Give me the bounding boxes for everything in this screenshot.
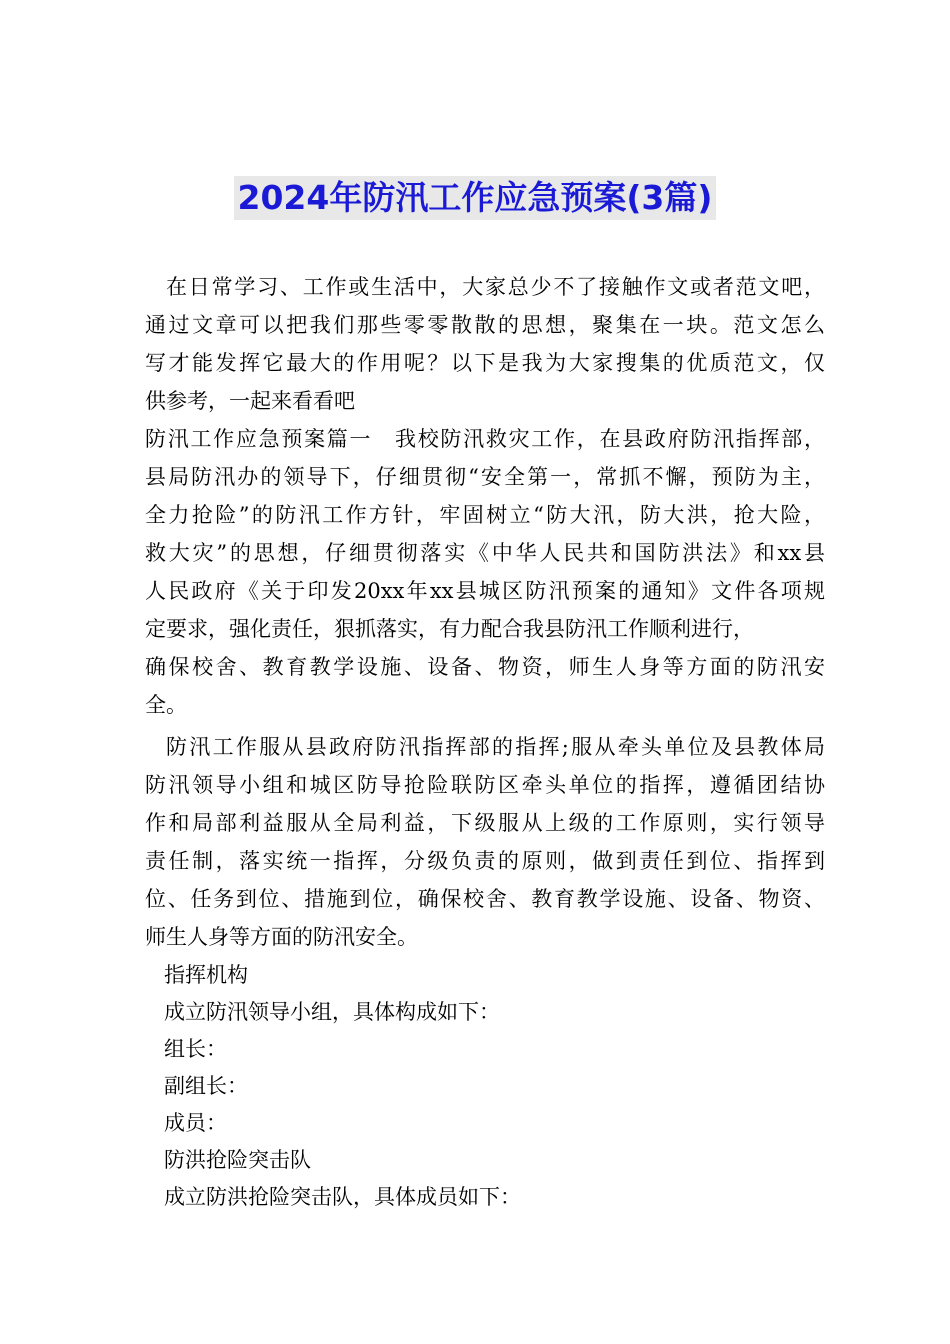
paragraph-line: 救大灾”的思想，仔细贯彻落实《中华人民共和国防洪法》和xx县 bbox=[145, 541, 825, 565]
paragraph-line: 人民政府《关于印发20xx年xx县城区防汛预案的通知》文件各项规 bbox=[145, 579, 825, 603]
list-item: 成立防汛领导小组，具体构成如下： bbox=[164, 1000, 500, 1024]
document-title: 2024年防汛工作应急预案(3篇) bbox=[234, 176, 717, 220]
document-body bbox=[145, 268, 825, 1215]
paragraph-line: 全力抢险”的防汛工作方针，牢固树立“防大汛，防大洪，抢大险， bbox=[145, 503, 825, 527]
paragraph-line: 全。 bbox=[145, 693, 187, 717]
paragraph-line: 通过文章可以把我们那些零零散散的思想，聚集在一块。范文怎么 bbox=[145, 313, 825, 337]
paragraph-line: 防汛工作应急预案篇一 我校防汛救灾工作，在县政府防汛指挥部， bbox=[145, 427, 825, 451]
paragraph-line: 写才能发挥它最大的作用呢？以下是我为大家搜集的优质范文，仅 bbox=[145, 351, 825, 375]
paragraph-line: 责任制，落实统一指挥，分级负责的原则，做到责任到位、指挥到 bbox=[145, 849, 825, 873]
paragraph-line: 确保校舍、教育教学设施、设备、物资，师生人身等方面的防汛安 bbox=[145, 655, 825, 679]
paragraph-line: 师生人身等方面的防汛安全。 bbox=[145, 925, 418, 949]
list-item: 副组长： bbox=[164, 1074, 248, 1098]
list-item: 成员： bbox=[164, 1111, 227, 1135]
paragraph-line: 定要求，强化责任，狠抓落实，有力配合我县防汛工作顺利进行， bbox=[145, 617, 754, 641]
section-one-paragraph bbox=[145, 420, 825, 724]
paragraph-line: 在日常学习、工作或生活中，大家总少不了接触作文或者范文吧， bbox=[166, 275, 825, 299]
paragraph-line: 作和局部利益服从全局利益，下级服从上级的工作原则，实行领导 bbox=[145, 811, 825, 835]
paragraph-line: 县局防汛办的领导下，仔细贯彻“安全第一，常抓不懈，预防为主， bbox=[145, 465, 825, 489]
section-two-paragraph bbox=[145, 728, 825, 956]
intro-paragraph bbox=[145, 268, 825, 420]
paragraph-line: 防汛领导小组和城区防导抢险联防区牵头单位的指挥，遵循团结协 bbox=[145, 773, 825, 797]
title-container bbox=[0, 176, 950, 220]
paragraph-line: 位、任务到位、措施到位，确保校舍、教育教学设施、设备、物资、 bbox=[145, 887, 825, 911]
section-heading-command: 指挥机构 bbox=[164, 963, 248, 987]
paragraph-line: 防汛工作服从县政府防汛指挥部的指挥;服从牵头单位及县教体局 bbox=[166, 735, 825, 759]
section-heading-rescue-team: 防洪抢险突击队 bbox=[164, 1148, 311, 1172]
paragraph-line: 供参考，一起来看看吧 bbox=[145, 389, 355, 413]
organization-list bbox=[145, 956, 825, 1215]
list-item: 组长： bbox=[164, 1037, 227, 1061]
list-item: 成立防洪抢险突击队，具体成员如下： bbox=[164, 1185, 521, 1209]
